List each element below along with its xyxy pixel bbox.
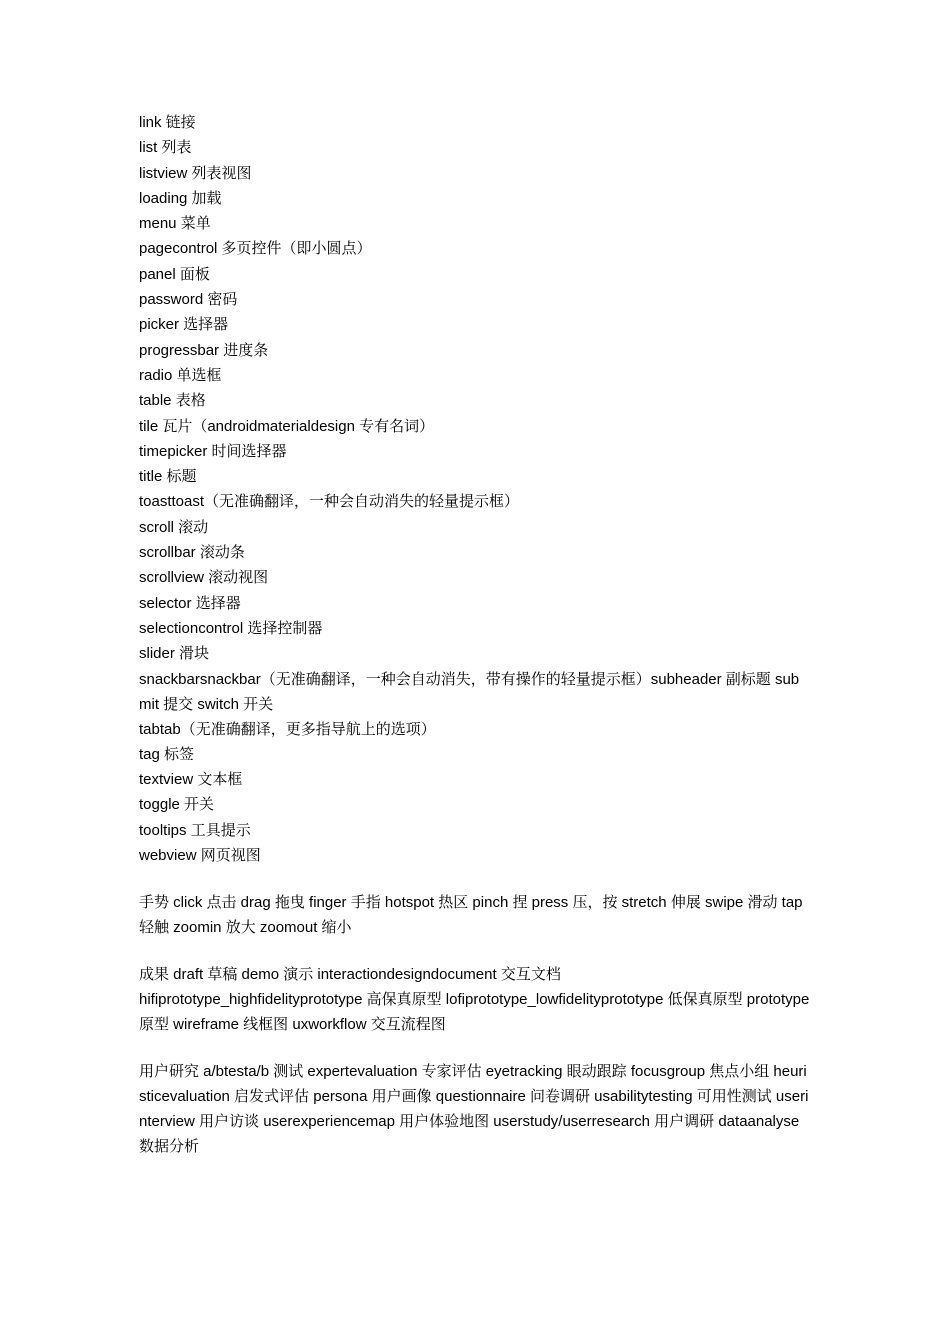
term-line: loading 加载	[139, 189, 222, 207]
term-line: list 列表	[139, 139, 192, 157]
term-line: selector 选择器	[139, 594, 241, 612]
term-line: picker 选择器	[139, 316, 229, 334]
paragraph-gap	[139, 940, 811, 962]
term-line: tag 标签	[139, 745, 195, 763]
term-line: password 密码	[139, 291, 238, 309]
deliverables-paragraph: hifiprototype_highfidelityprototype 高保真原型 lofiprototype_lowfidelityprototype 低保真原型 prototype 原型 wireframe 线框图 uxworkflow 交互流程图	[139, 991, 810, 1034]
document-body	[139, 110, 811, 1159]
term-line: panel 面板	[139, 265, 210, 283]
term-line: title 标题	[139, 468, 197, 486]
term-line: tabtab（无准确翻译，更多指导航上的选项）	[139, 720, 436, 738]
gestures-paragraph: 手势 click 点击 drag 拖曳 finger 手指 hotspot 热区 pinch 捏 press 压，按 stretch 伸展 swipe 滑动 tap 轻触 zoomin 放大 zoomout 缩小	[139, 894, 803, 937]
research-paragraph: 用户研究 a/btesta/b 测试 expertevaluation 专家评估 eyetracking 眼动跟踪 focusgroup 焦点小组 heuristicevaluation 启发式评估 persona 用户画像 questionnaire 问卷调研 usabilitytesting 可用性测试 userinterview 用户访谈 userexperiencemap 用户体验地图 userstudy/userresearch 用户调研 dataanalyse 数据分析	[139, 1063, 809, 1156]
snackbar-paragraph: snackbarsnackbar（无准确翻译，一种会自动消失，带有操作的轻量提示框）subheader 副标题 submit 提交 switch 开关	[139, 670, 800, 713]
term-line: timepicker 时间选择器	[139, 442, 287, 460]
term-line: scrollview 滚动视图	[139, 569, 269, 587]
term-line: listview 列表视图	[139, 164, 252, 182]
term-line: scroll 滚动	[139, 518, 209, 536]
term-line: table 表格	[139, 392, 206, 410]
term-line: slider 滑块	[139, 645, 210, 663]
term-line: tooltips 工具提示	[139, 821, 251, 839]
term-line: selectioncontrol 选择控制器	[139, 619, 323, 637]
term-line: webview 网页视图	[139, 847, 261, 865]
term-line: toasttoast（无准确翻译，一种会自动消失的轻量提示框）	[139, 493, 520, 511]
paragraph-gap	[139, 1037, 811, 1059]
term-line: textview 文本框	[139, 771, 243, 789]
deliverables-line: 成果 draft 草稿 demo 演示 interactiondesigndocument 交互文档	[139, 966, 561, 984]
term-line: tile 瓦片（androidmaterialdesign 专有名词）	[139, 417, 435, 435]
term-line: scrollbar 滚动条	[139, 544, 245, 562]
term-line: progressbar 进度条	[139, 341, 269, 359]
term-line: radio 单选框	[139, 366, 222, 384]
term-line: menu 菜单	[139, 215, 211, 233]
term-line: toggle 开关	[139, 796, 215, 814]
term-line: pagecontrol 多页控件（即小圆点）	[139, 240, 372, 258]
paragraph-gap	[139, 868, 811, 890]
term-line: link 链接	[139, 114, 196, 131]
